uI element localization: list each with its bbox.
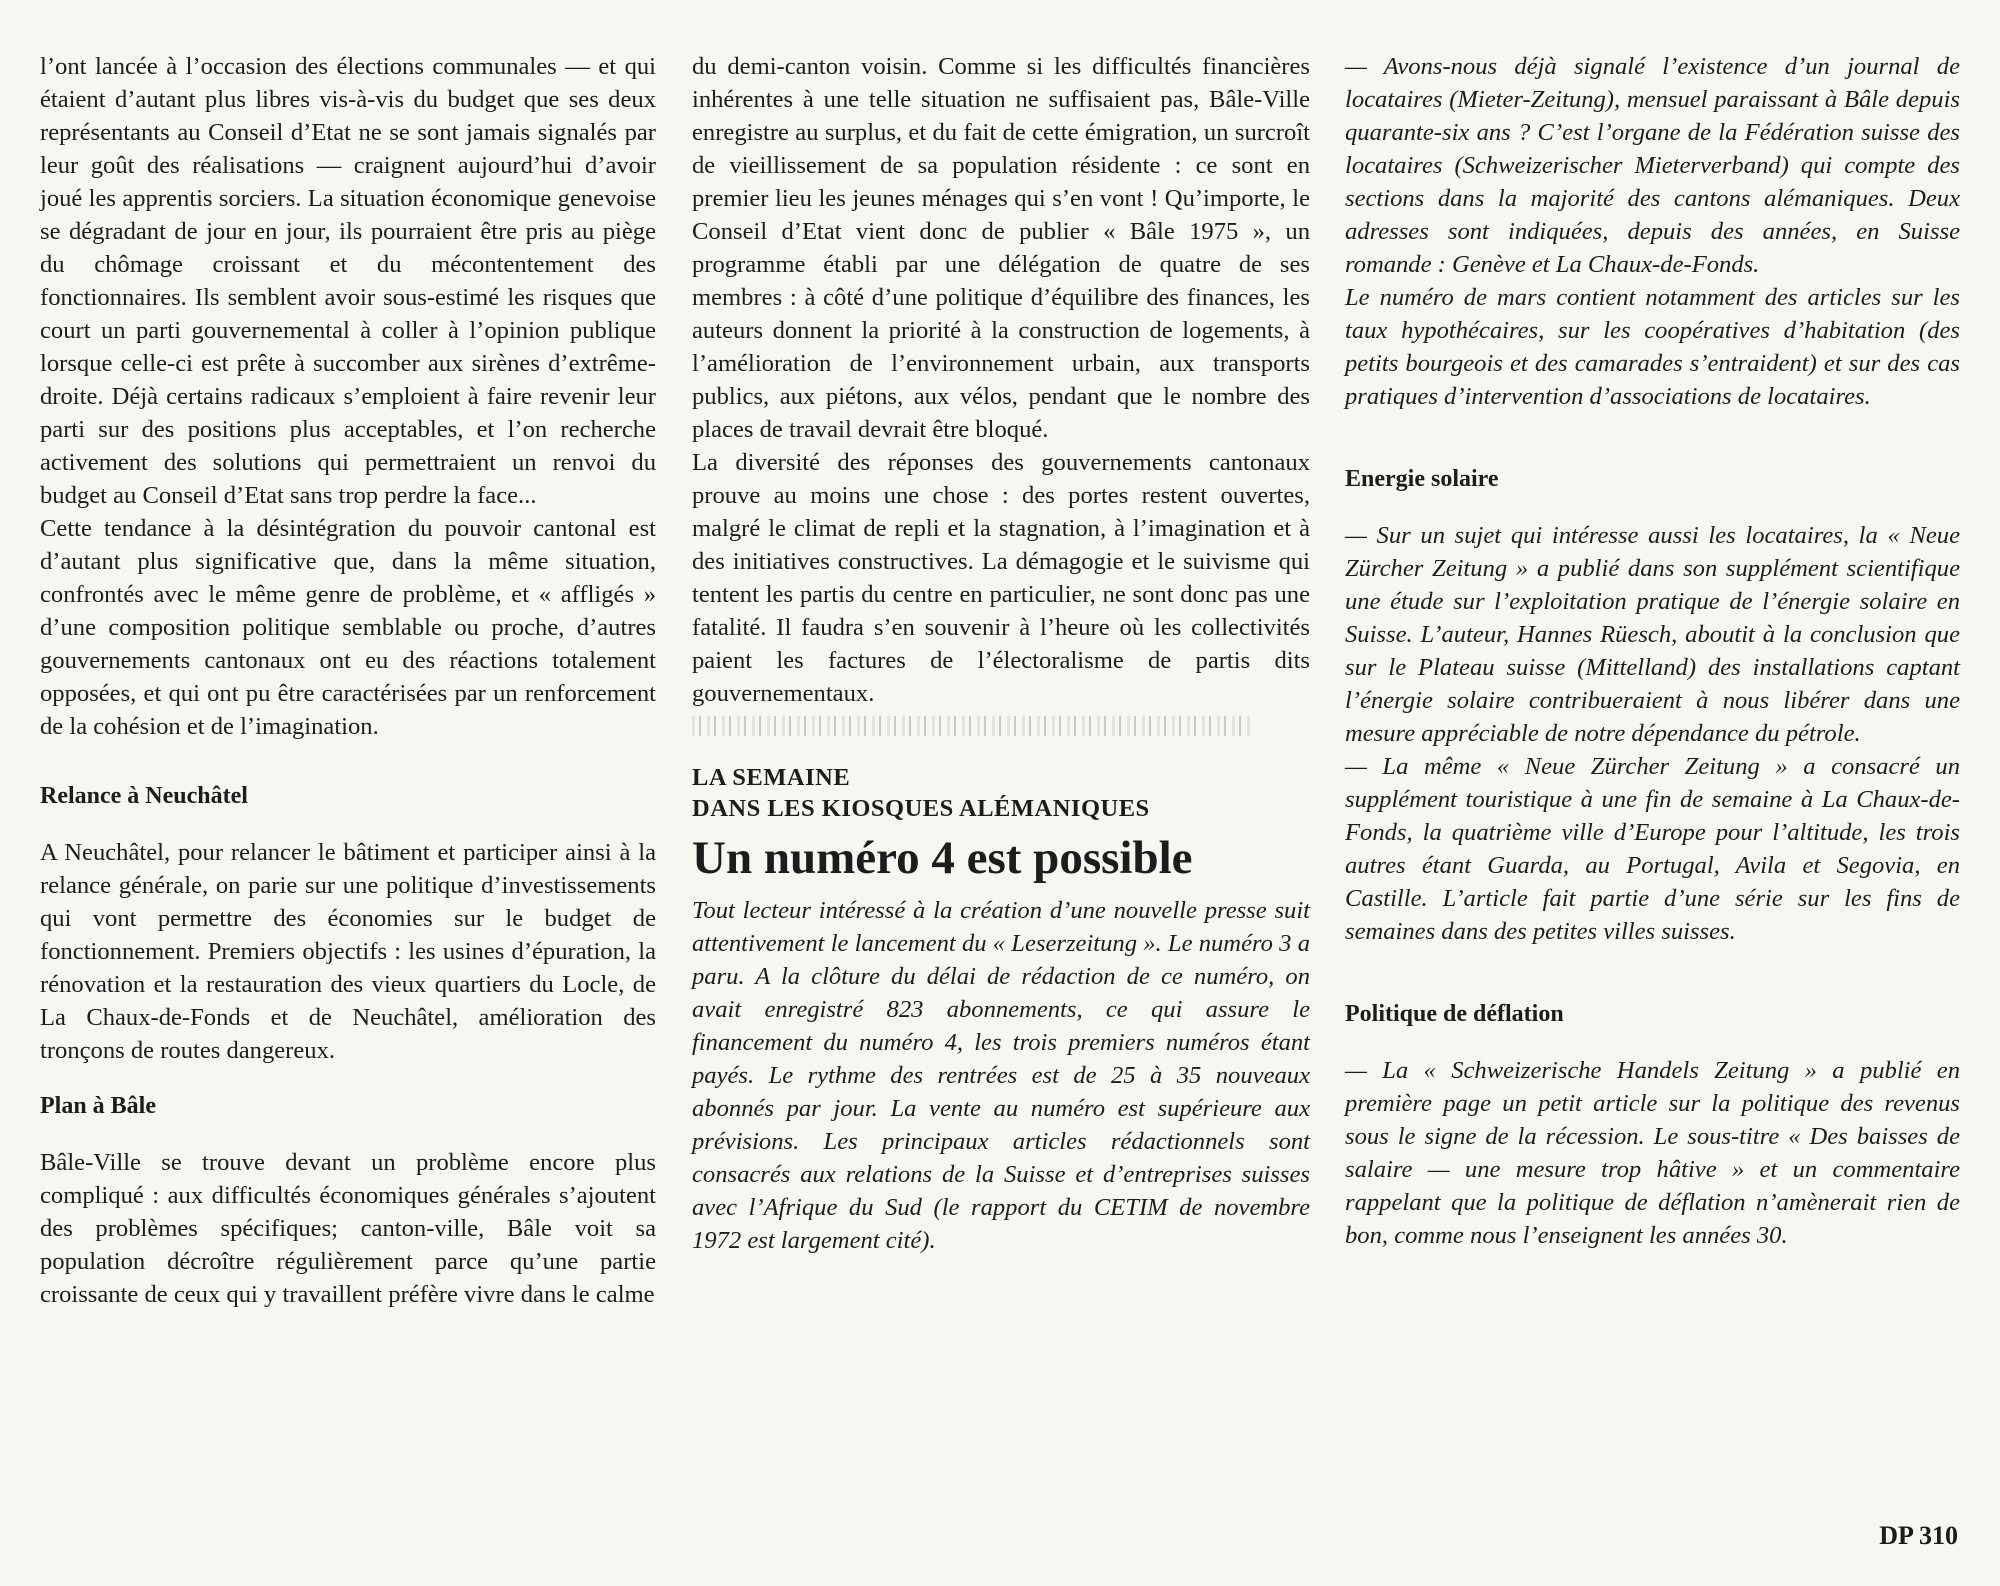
kiosk-section (692, 762, 1310, 1257)
paragraph-geneve: l’ont lancée à l’occasion des élections communales — et qui étaient d’autant plus libres vis-à-vis du budget que ses deux représentants au Conseil d’Etat ne se sont jamais signalés par leur goût des réalisations — craignent aujourd’hui d’avoir joué les apprentis sorciers. La situation économique genevoise se dégradant de jour en jour, ils pourraient être pris au piège du chômage croissant et du mécontentement des fonctionnaires. Ils semblent avoir sous-estimé les risques que court un parti gouvernemental à coller à l’opinion publique lorsque celle-ci est prête à succomber aux sirènes d’extrême-droite. Déjà certains radicaux s’emploient à faire revenir leur parti sur des positions plus acceptables, et l’on recherche activement des solutions qui permettraient un renvoi du budget au Conseil d’Etat sans trop perdre la face... (40, 53, 656, 509)
column-left (40, 50, 656, 1311)
subhead-neuchatel: Relance à Neuchâtel (40, 783, 248, 809)
paragraph-bale: Bâle-Ville se trouve devant un problème encore plus compliqué : aux difficultés économiques générales s’ajoutent des problèmes spécifiques; canton-ville, Bâle voit sa population décroître régulièrement parce qu’une partie croissante de ceux qui y travaillent préfère vivre dans le calme (40, 1149, 656, 1308)
subhead-bale: Plan à Bâle (40, 1093, 157, 1119)
paragraph-diversite: La diversité des réponses des gouvernements cantonaux prouve au moins une chose : des portes restent ouvertes, malgré le climat de repli et la stagnation, à l’imagination et à des initiatives constructives. La démagogie et le suivisme qui tentent les partis du centre en particulier, ne sont donc pas une fatalité. Il faudra s’en souvenir à l’heure où les collectivités paient les factures de l’électoralisme de partis dits gouvernementaux. (692, 449, 1310, 707)
subhead-deflation: Politique de déflation (1345, 1001, 1564, 1027)
column-right (1345, 50, 1960, 1252)
headline: Un numéro 4 est possible (692, 832, 1193, 884)
paragraph-desintegration: Cette tendance à la désintégration du pouvoir cantonal est d’autant plus significative que, dans la même situation, confrontés avec le même genre de problème, et « affligés » d’une composition politique semblable ou proche, d’autres gouvernements cantonaux ont eu des réactions totalement opposées, et qui ont pu être caractérisées par un renforcement de la cohésion et de l’imagination. (40, 515, 656, 740)
paragraph-chaux-de-fonds: — La même « Neue Zürcher Zeitung » a consacré un supplément touristique à une fin de semaine à La Chaux-de-Fonds, la quatrième ville d’Europe pour l’altitude, les trois autres étant Guarda, au Portugal, Avila et Segovia, en Castille. L’article fait partie d’une série sur les fins de semaines dans des petites villes suisses. (1345, 753, 1960, 945)
kicker-line-2: DANS LES KIOSQUES ALÉMANIQUES (692, 795, 1150, 822)
paragraph-mieter-zeitung: — Avons-nous déjà signalé l’existence d’un journal de locataires (Mieter-Zeitung), mensuel paraissant à Bâle depuis quarante-six ans ? C’est l’organe de la Fédération suisse des locataires (Schweizerischer Mieterverband) qui compte des sections dans la majorité des cantons alémaniques. Deux adresses sont indiquées, depuis des années, en Suisse romande : Genève et La Chaux-de-Fonds. (1345, 53, 1960, 278)
subhead-energie-solaire: Energie solaire (1345, 466, 1499, 492)
column-middle (692, 50, 1310, 1257)
paragraph-energie-solaire: — Sur un sujet qui intéresse aussi les locataires, la « Neue Zürcher Zeitung » a publié dans son supplément scientifique une étude sur l’exploitation pratique de l’énergie solaire en Suisse. L’auteur, Hannes Rüesch, aboutit à la conclusion que sur le Plateau suisse (Mittelland) des installations captant l’énergie solaire contribueraient à nous libérer dans une mesure appréciable de notre dépendance du pétrole. (1345, 522, 1960, 747)
paragraph-bale-cont: du demi-canton voisin. Comme si les difficultés financières inhérentes à une telle situation ne suffisaient pas, Bâle-Ville enregistre au surplus, et du fait de cette émigration, un surcroît de vieillissement de sa population résidente : ce sont en premier lieu les jeunes ménages qui s’en vont ! Qu’importe, le Conseil d’Etat vient donc de publier « Bâle 1975 », un programme établi par une délégation de quatre de ses membres : à côté d’une politique d’équilibre des finances, les auteurs donnent la priorité à la construction de logements, à l’amélioration de l’environnement urbain, aux transports publics, aux piétons, aux vélos, pendant que le nombre des places de travail devrait être bloqué. (692, 53, 1310, 443)
paragraph-leserzeitung: Tout lecteur intéressé à la création d’une nouvelle presse suit attentivement le lancement du « Leserzeitung ». Le numéro 3 a paru. A la clôture du délai de rédaction de ce numéro, on avait enregistré 823 abonnements, ce qui assure le financement du numéro 4, les trois premiers numéros étant payés. Le rythme des rentrées est de 25 à 35 nouveaux abonnés par jour. La vente au numéro est supérieure aux prévisions. Les principaux articles rédactionnels sont consacrés aux relations de la Suisse et d’entreprises suisses avec l’Afrique du Sud (le rapport du CETIM de novembre 1972 est largement cité). (692, 897, 1310, 1254)
paragraph-neuchatel: A Neuchâtel, pour relancer le bâtiment et participer ainsi à la relance générale, on parie sur une politique d’investissements qui vont permettre des économies sur le budget de fonctionnement. Premiers objectifs : les usines d’épuration, la rénovation et la restauration des vieux quartiers du Locle, de La Chaux-de-Fonds et de Neuchâtel, amélioration des tronçons de routes dangereux. (40, 839, 656, 1064)
print-smudge (692, 716, 1252, 736)
kicker-line-1: LA SEMAINE (692, 764, 851, 791)
paragraph-deflation: — La « Schweizerische Handels Zeitung » a publié en première page un petit article sur la politique des revenus sous le signe de la récession. Le sous-titre « Des baisses de salaire — une mesure trop hâtive » et un commentaire rappelant que la politique de déflation n’amènerait rien de bon, comme nous l’enseignent les années 30. (1345, 1057, 1960, 1249)
paragraph-numero-mars: Le numéro de mars contient notamment des articles sur les taux hypothécaires, sur les coopératives d’habitation (des petits bourgeois et des camarades s’entraident) et sur des cas pratiques d’intervention d’associations de locataires. (1345, 284, 1960, 410)
page-number: DP 310 (1879, 1521, 1958, 1550)
